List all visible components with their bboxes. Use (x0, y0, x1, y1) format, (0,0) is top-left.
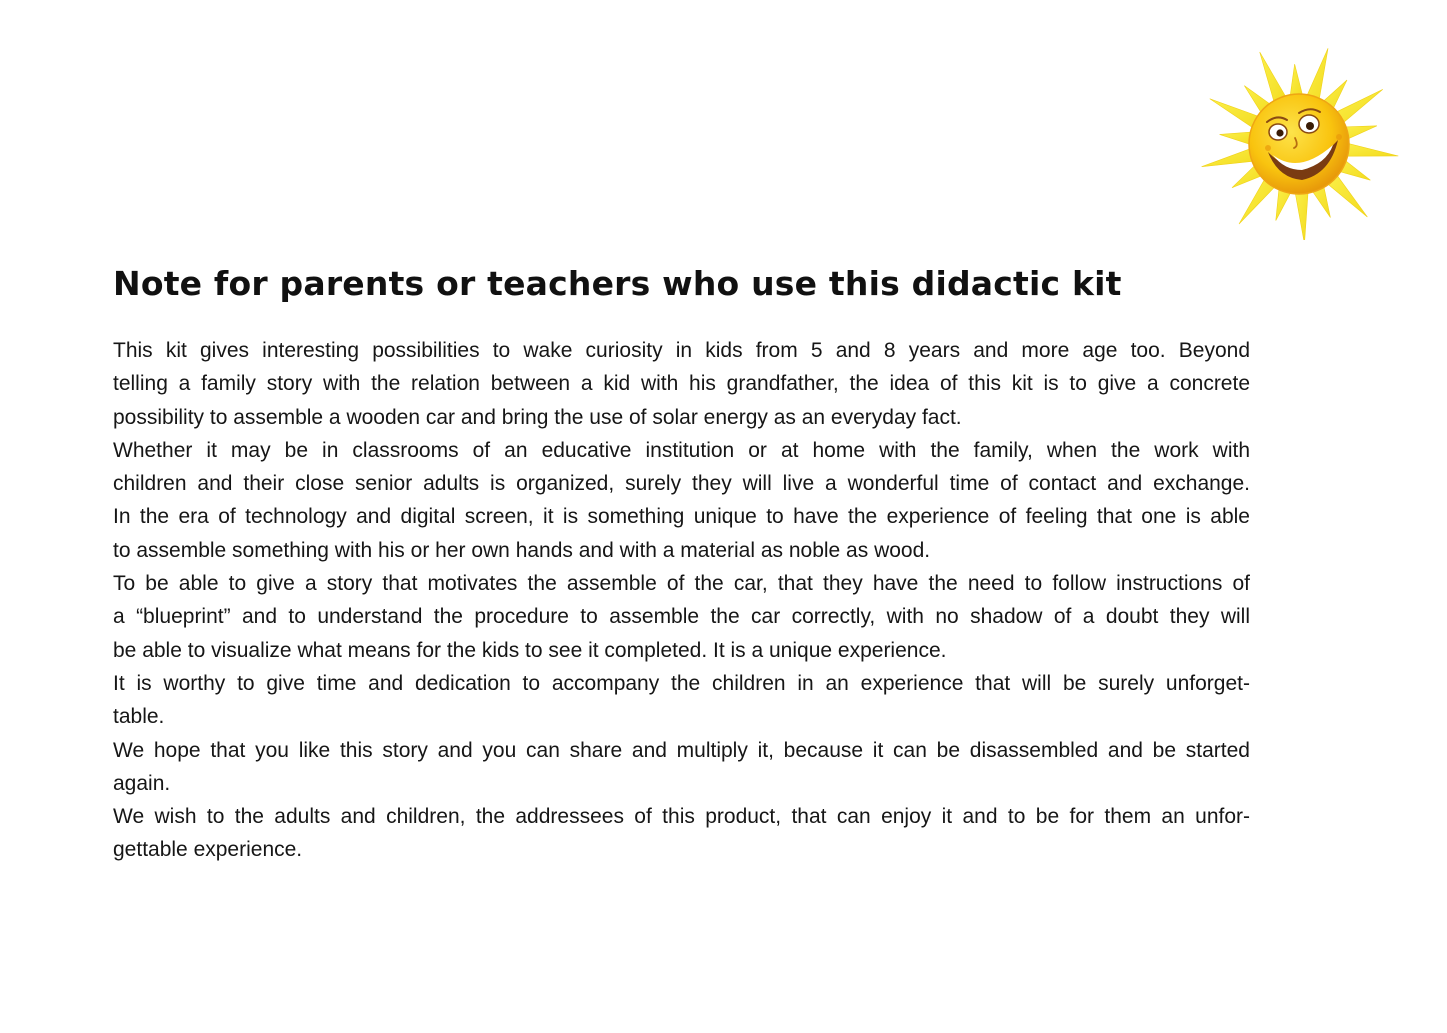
sun-ray (1295, 189, 1309, 240)
text-line: We wish to the adults and children, the addressees of this product, that can enjoy it and to be for them an unfor- (113, 805, 1250, 829)
text-line: In the era of technology and digital screen, it is something unique to have the experience of feeling that one is able (113, 505, 1250, 529)
text-line: We hope that you like this story and you can share and multiply it, because it can be disassembled and be started (113, 738, 1250, 762)
text-line: possibility to assemble a wooden car and bring the use of solar energy as an everyday fact. (113, 405, 962, 429)
text-line: to assemble something with his or her own hands and with a material as noble as wood. (113, 538, 931, 562)
text-line: To be able to give a story that motivates the assemble of the car, that they have the need to follow instructions of (113, 572, 1250, 596)
text-line: children and their close senior adults is organized, surely they will live a wonderful time of contact and exchange. (113, 472, 1250, 496)
text-line: Whether it may be in classrooms of an educative institution or at home with the family, when the work with (113, 438, 1250, 462)
text-line: telling a family story with the relation between a kid with his grandfather, the idea of this kit is to give a concrete (113, 372, 1250, 396)
sun-ray (1343, 143, 1398, 157)
text-line: table. (113, 705, 165, 729)
text-line: again. (113, 771, 171, 795)
text-line: This kit gives interesting possibilities to wake curiosity in kids from 5 and 8 years and more age too. Beyond (113, 339, 1250, 362)
page-title: Note for parents or teachers who use this didactic kit (113, 264, 1122, 303)
text-line: a “blueprint” and to understand the procedure to assemble the car correctly, with no shadow of a doubt they will (113, 605, 1250, 629)
text-line: It is worthy to give time and dedication to accompany the children in an experience that will be surely unforget- (113, 671, 1250, 695)
text-line: gettable experience. (113, 838, 303, 862)
text-line: be able to visualize what means for the kids to see it completed. It is a unique experience. (113, 638, 947, 662)
body-text (113, 334, 1250, 867)
sun-ray (1202, 148, 1257, 167)
smiling-sun-icon (1198, 44, 1402, 240)
